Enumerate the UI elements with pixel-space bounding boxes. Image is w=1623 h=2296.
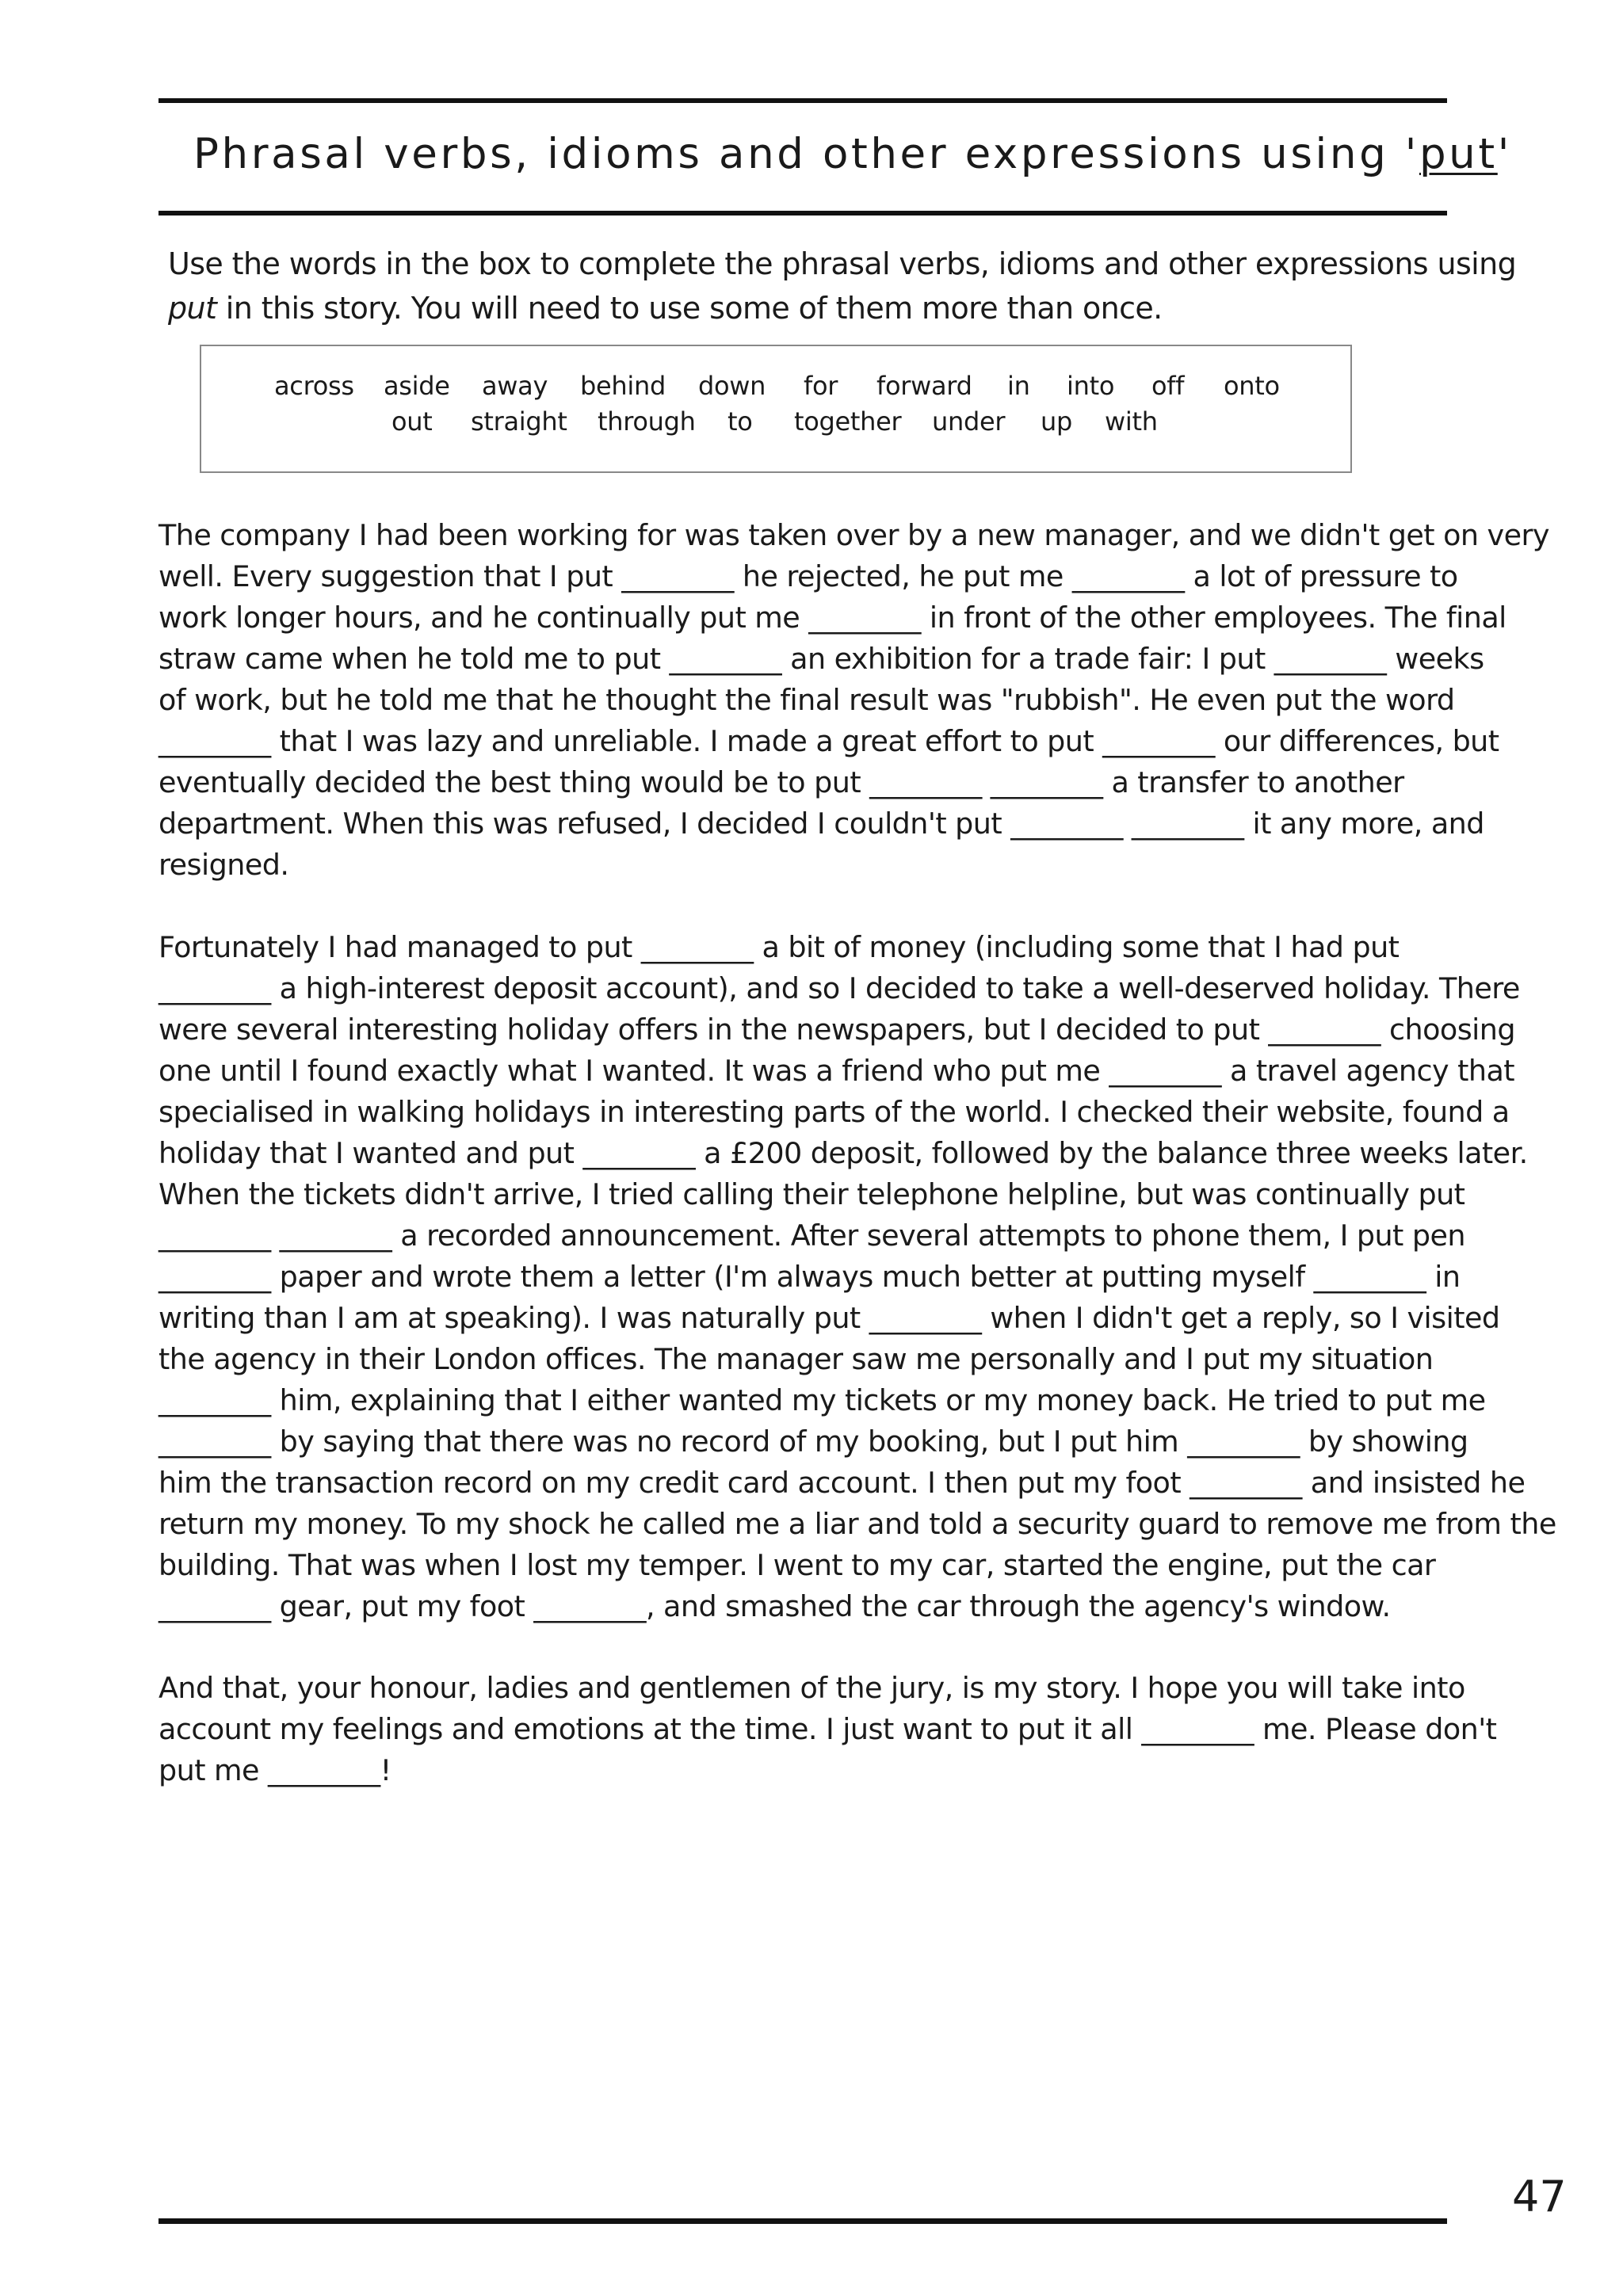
story-line: And that, your honour, ladies and gentlemen of the jury, is my story. I hope you will take into bbox=[158, 1671, 1465, 1705]
story-paragraph-1 bbox=[158, 515, 1549, 886]
word-option: out bbox=[391, 406, 433, 437]
instructions-line-2-text: in this story. You will need to use some of them more than once. bbox=[216, 291, 1163, 326]
story-line: holiday that I wanted and put ________ a £200 deposit, followed by the balance three weeks later. bbox=[158, 1136, 1528, 1170]
word-option: behind bbox=[580, 371, 666, 401]
word-option: to bbox=[727, 406, 753, 437]
word-option: down bbox=[698, 371, 766, 401]
story-line: The company I had been working for was taken over by a new manager, and we didn't get on very bbox=[158, 518, 1549, 552]
story-line: When the tickets didn't arrive, I tried calling their telephone helpline, but was continually put bbox=[158, 1177, 1465, 1211]
story-line: eventually decided the best thing would be to put ________ ________ a transfer to another bbox=[158, 765, 1404, 799]
story-line: building. That was when I lost my temper. I went to my car, started the engine, put the car bbox=[158, 1548, 1436, 1582]
story-line: ________ him, explaining that I either wanted my tickets or my money back. He tried to put me bbox=[158, 1383, 1486, 1417]
title-rule bbox=[158, 211, 1447, 215]
title-closing-quote: ' bbox=[1497, 130, 1512, 178]
word-option: aside bbox=[384, 371, 450, 401]
word-option: up bbox=[1041, 406, 1072, 437]
word-option: under bbox=[932, 406, 1006, 437]
word-option: together bbox=[794, 406, 902, 437]
story-line: ________ ________ a recorded announcement. After several attempts to phone them, I put pen bbox=[158, 1219, 1465, 1253]
story-line: return my money. To my shock he called me a liar and told a security guard to remove me from the bbox=[158, 1507, 1556, 1541]
story-line: well. Every suggestion that I put ________ he rejected, he put me ________ a lot of pressure to bbox=[158, 559, 1458, 593]
story-line: ________ gear, put my foot ________, and smashed the car through the agency's window. bbox=[158, 1589, 1391, 1623]
story-line: writing than I am at speaking). I was naturally put ________ when I didn't get a reply, so I visited bbox=[158, 1301, 1500, 1335]
story-line: ________ paper and wrote them a letter (I'm always much better at putting myself ________ in bbox=[158, 1260, 1461, 1294]
story-line: specialised in walking holidays in interesting parts of the world. I checked their website, found a bbox=[158, 1095, 1510, 1129]
story-line: put me ________! bbox=[158, 1753, 391, 1787]
story-line: ________ that I was lazy and unreliable. I made a great effort to put ________ our differences, but bbox=[158, 724, 1499, 758]
word-option: forward bbox=[876, 371, 972, 401]
story-paragraph-3 bbox=[158, 1668, 1497, 1791]
instructions-line-1: Use the words in the box to complete the phrasal verbs, idioms and other expressions using bbox=[168, 246, 1517, 281]
word-option: across bbox=[274, 371, 354, 401]
instructions-keyword: put bbox=[168, 291, 217, 326]
bottom-rule bbox=[158, 2218, 1447, 2224]
story-line: Fortunately I had managed to put ________ a bit of money (including some that I had put bbox=[158, 930, 1400, 964]
word-option: for bbox=[804, 371, 838, 401]
title-text: Phrasal verbs, idioms and other expressions using ' bbox=[193, 130, 1419, 178]
word-option: in bbox=[1007, 371, 1030, 401]
word-option: away bbox=[482, 371, 548, 401]
word-option: off bbox=[1151, 371, 1185, 401]
story-line: department. When this was refused, I decided I couldn't put ________ ________ it any more, and bbox=[158, 807, 1484, 841]
story-line: account my feelings and emotions at the time. I just want to put it all ________ me. Please don't bbox=[158, 1712, 1497, 1746]
page-title bbox=[193, 130, 1512, 178]
word-option: through bbox=[598, 406, 696, 437]
word-option: with bbox=[1105, 406, 1158, 437]
word-box bbox=[200, 345, 1352, 473]
story-line: him the transaction record on my credit card account. I then put my foot ________ and insisted he bbox=[158, 1466, 1526, 1500]
story-line: straw came when he told me to put ________ an exhibition for a trade fair: I put ________ weeks bbox=[158, 642, 1484, 676]
top-rule bbox=[158, 98, 1447, 103]
story-line: ________ by saying that there was no record of my booking, but I put him ________ by showing bbox=[158, 1425, 1468, 1459]
page-number: 47 bbox=[1512, 2172, 1567, 2222]
story-line: of work, but he told me that he thought the final result was "rubbish". He even put the word bbox=[158, 683, 1455, 717]
title-keyword: put bbox=[1419, 130, 1498, 178]
story-line: resigned. bbox=[158, 848, 289, 882]
story-line: the agency in their London offices. The manager saw me personally and I put my situation bbox=[158, 1342, 1434, 1376]
instructions-line-2 bbox=[168, 286, 1452, 330]
word-option: onto bbox=[1224, 371, 1280, 401]
instructions bbox=[168, 242, 1517, 330]
word-option: into bbox=[1067, 371, 1115, 401]
story-paragraph-2 bbox=[158, 927, 1556, 1627]
story-line: work longer hours, and he continually put me ________ in front of the other employees. The final bbox=[158, 601, 1507, 635]
story-line: were several interesting holiday offers in the newspapers, but I decided to put ________ choosing bbox=[158, 1013, 1515, 1047]
story-line: one until I found exactly what I wanted. It was a friend who put me ________ a travel agency that bbox=[158, 1054, 1515, 1088]
story-line: ________ a high-interest deposit account), and so I decided to take a well-deserved holiday. There bbox=[158, 971, 1520, 1005]
word-option: straight bbox=[471, 406, 567, 437]
